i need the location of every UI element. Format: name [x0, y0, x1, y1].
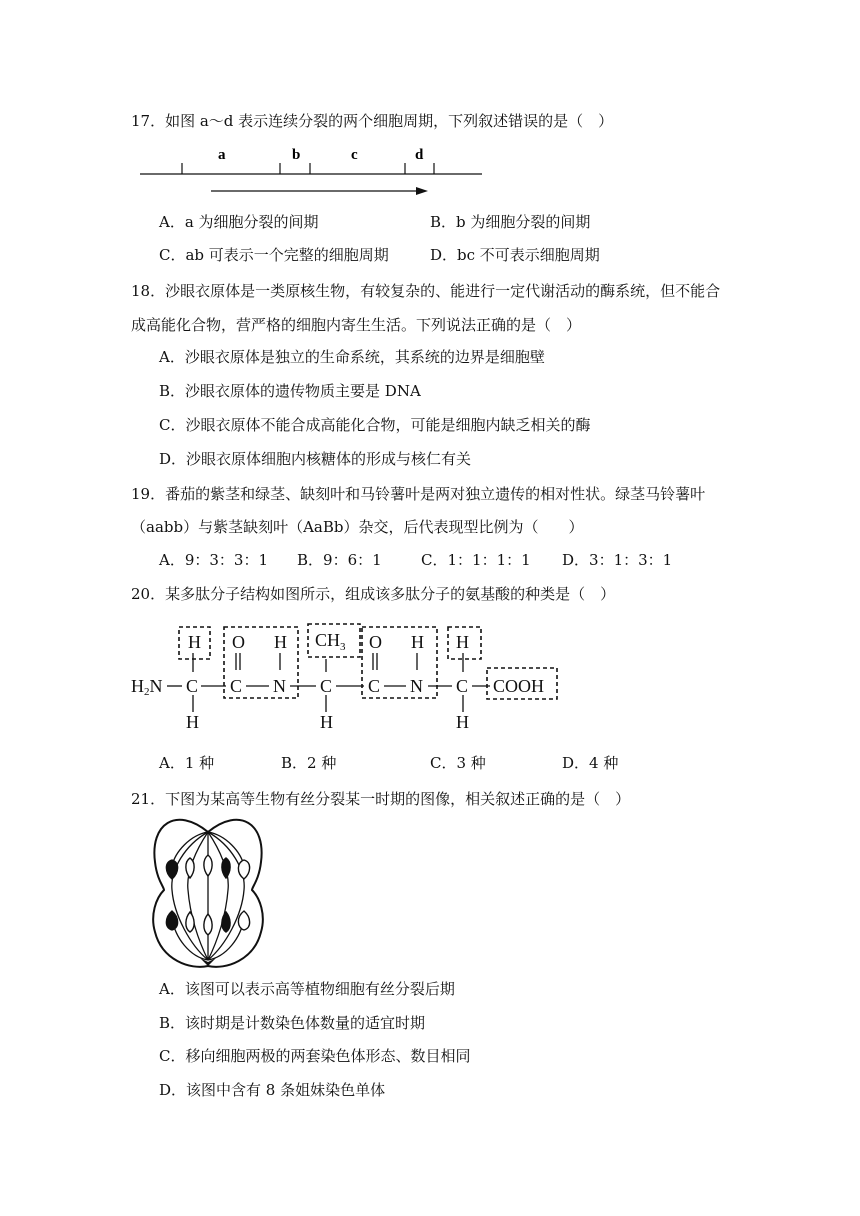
q18-stem-line1: 18．沙眼衣原体是一类原核生物，有较复杂的、能进行一定代谢活动的酶系统，但不能合 — [131, 282, 721, 300]
q18-stem-line2: 成高能化合物，营严格的细胞内寄生生活。下列说法正确的是（ ） — [131, 316, 582, 334]
svg-text:H: H — [456, 632, 469, 652]
q20-option-a[interactable]: A．1 种 — [159, 754, 215, 772]
segment-label-a: a — [218, 147, 226, 163]
q19-option-d[interactable]: D．3：1：3：1 — [562, 551, 673, 569]
svg-text:H: H — [186, 712, 199, 732]
segment-label-d: d — [415, 147, 424, 163]
svg-text:C: C — [456, 676, 469, 696]
svg-text:O: O — [369, 632, 382, 652]
chromosomes-lower — [166, 911, 249, 935]
carboxyl-box — [487, 668, 557, 699]
q19-option-a[interactable]: A．9：3：3：1 — [159, 551, 269, 569]
r-group-box-1 — [179, 627, 210, 659]
svg-text:N: N — [273, 676, 286, 696]
chromosomes-upper — [166, 855, 249, 879]
r-group-box-2 — [308, 624, 360, 657]
svg-text:C: C — [368, 676, 381, 696]
q21-option-a[interactable]: A．该图可以表示高等植物细胞有丝分裂后期 — [159, 980, 455, 998]
q17-stem: 17．如图 a～d 表示连续分裂的两个细胞周期，下列叙述错误的是（ ） — [131, 112, 614, 130]
q17-option-d[interactable]: D．bc 不可表示细胞周期 — [430, 246, 600, 264]
svg-text:COOH: COOH — [493, 676, 545, 696]
q18-option-c[interactable]: C．沙眼衣原体不能合成高能化合物，可能是细胞内缺乏相关的酶 — [159, 416, 591, 434]
q21-stem: 21．下图为某高等生物有丝分裂某一时期的图像，相关叙述正确的是（ ） — [131, 790, 631, 808]
cell-cycle-timeline — [140, 163, 482, 191]
svg-text:C: C — [320, 676, 333, 696]
svg-text:H: H — [274, 632, 287, 652]
q20-option-b[interactable]: B．2 种 — [281, 754, 337, 772]
r-group-box-3 — [448, 627, 481, 659]
svg-text:C: C — [186, 676, 199, 696]
q21-option-b[interactable]: B．该时期是计数染色体数量的适宜时期 — [159, 1014, 426, 1032]
svg-text:O: O — [232, 632, 245, 652]
cell-membrane — [153, 820, 263, 967]
svg-text:H: H — [456, 712, 469, 732]
q19-stem-line2: （aabb）与紫茎缺刻叶（AaBb）杂交，后代表现型比例为（ ） — [131, 518, 584, 536]
q21-option-c[interactable]: C．移向细胞两极的两套染色体形态、数目相同 — [159, 1047, 471, 1065]
peptide-bond-box-1 — [224, 627, 298, 698]
q20-stem: 20．某多肽分子结构如图所示，组成该多肽分子的氨基酸的种类是（ ） — [131, 585, 616, 603]
q19-option-c[interactable]: C．1：1：1：1 — [421, 551, 531, 569]
q20-option-c[interactable]: C．3 种 — [430, 754, 486, 772]
spindle-fibers — [172, 832, 244, 960]
segment-label-b: b — [292, 147, 301, 163]
svg-text:H: H — [411, 632, 424, 652]
q19-option-b[interactable]: B．9：6：1 — [297, 551, 382, 569]
q17-option-c[interactable]: C．ab 可表示一个完整的细胞周期 — [159, 246, 389, 264]
q17-option-a[interactable]: A．a 为细胞分裂的间期 — [159, 213, 319, 231]
amino-group: H2N — [131, 676, 163, 698]
q19-stem-line1: 19．番茄的紫茎和绿茎、缺刻叶和马铃薯叶是两对独立遗传的相对性状。绿茎马铃薯叶 — [131, 485, 706, 503]
q20-option-d[interactable]: D．4 种 — [562, 754, 619, 772]
segment-label-c: c — [351, 147, 358, 163]
q18-option-a[interactable]: A．沙眼衣原体是独立的生命系统，其系统的边界是细胞壁 — [159, 348, 545, 366]
q21-option-d[interactable]: D．该图中含有 8 条姐妹染色单体 — [159, 1081, 386, 1099]
svg-text:N: N — [410, 676, 423, 696]
peptide-bond-box-2 — [362, 627, 437, 698]
methyl-group: $CH_3$ — [315, 630, 346, 653]
svg-text:H: H — [188, 632, 201, 652]
svg-text:C: C — [230, 676, 243, 696]
svg-text:H: H — [320, 712, 333, 732]
pole-lower — [200, 958, 216, 966]
timeline-arrowhead — [416, 187, 428, 195]
q18-option-d[interactable]: D．沙眼衣原体细胞内核糖体的形成与核仁有关 — [159, 450, 472, 468]
q18-option-b[interactable]: B．沙眼衣原体的遗传物质主要是 DNA — [159, 382, 421, 400]
q17-option-b[interactable]: B．b 为细胞分裂的间期 — [430, 213, 591, 231]
